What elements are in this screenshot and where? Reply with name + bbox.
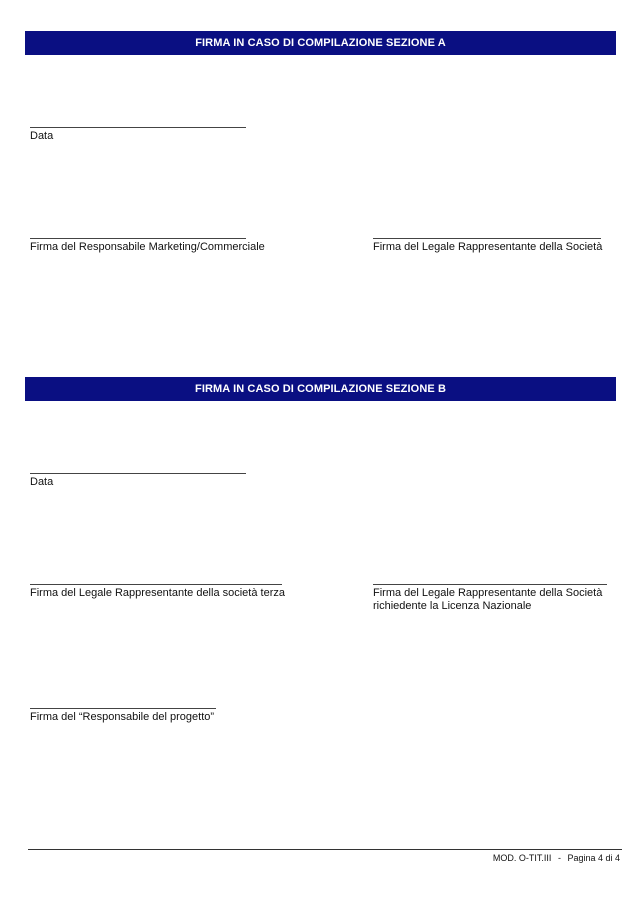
page-footer — [493, 853, 620, 863]
section-b-header — [25, 377, 616, 401]
section-b-legal-rep-signature-label-line1: Firma del Legale Rappresentante della Società — [373, 587, 603, 599]
section-a-legal-rep-signature-line — [373, 238, 601, 239]
form-code: MOD. O-TIT.III — [492, 853, 552, 863]
section-a-header — [25, 31, 616, 55]
section-b-third-party-signature-line — [30, 584, 282, 585]
section-b-date-line — [30, 473, 246, 474]
section-b-date-label: Data — [30, 476, 54, 488]
section-a-title: FIRMA IN CASO DI COMPILAZIONE SEZIONE A — [195, 37, 446, 49]
section-b-project-manager-signature-line — [30, 708, 216, 709]
section-a-marketing-signature-label: Firma del Responsabile Marketing/Commerciale — [30, 241, 265, 253]
section-b-third-party-signature-label: Firma del Legale Rappresentante della società terza — [30, 587, 285, 599]
section-b-legal-rep-signature-line — [373, 584, 607, 585]
section-a-date-label: Data — [30, 130, 54, 142]
footer-divider — [28, 849, 622, 850]
section-a-marketing-signature-line — [30, 238, 246, 239]
footer-separator: - — [557, 853, 561, 863]
section-a-legal-rep-signature-label: Firma del Legale Rappresentante della Società — [373, 241, 603, 253]
section-b-title: FIRMA IN CASO DI COMPILAZIONE SEZIONE B — [195, 383, 446, 395]
page-number: Pagina 4 di 4 — [567, 853, 620, 863]
section-b-legal-rep-signature-label-line2: richiedente la Licenza Nazionale — [373, 600, 532, 612]
section-a-date-line — [30, 127, 246, 128]
section-b-project-manager-signature-label: Firma del “Responsabile del progetto” — [30, 711, 215, 723]
